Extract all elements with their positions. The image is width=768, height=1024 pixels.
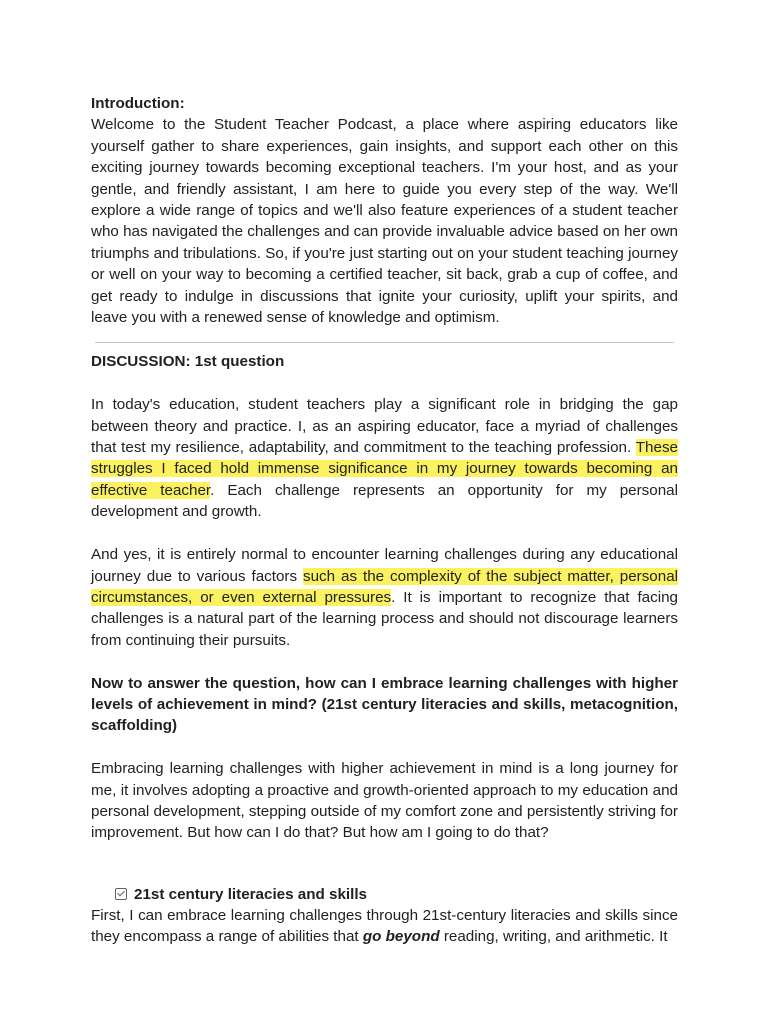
question-paragraph: Now to answer the question, how can I embrace learning challenges with higher levels of achievement in mind? (21st century literacies and skills, metacognition, scaffolding) xyxy=(91,674,678,735)
paragraph-text: . Each challenge represents an opportunity for my personal development and growth. xyxy=(91,481,678,521)
intro-heading: Introduction: xyxy=(91,95,185,112)
intro-paragraph: Welcome to the Student Teacher Podcast, a place where aspiring educators like yourself gather to share experiences, gain insights, and support each other on this exciting journey towards becoming exceptional teachers. I'm your host, and as your gentle, and friendly assistant, I am here to guide you every step of the way. We'll explore a wide range of topics and we'll also feature experiences of a student teacher who has navigated the challenges and can provide invaluable advice based on her own triumphs and tribulations. So, if you're just starting out on your student teaching journey or well on your way to becoming a certified teacher, sit back, grab a cup of coffee, and get ready to indulge in discussions that ignite your curiosity, uplift your spirits, and leave you with a renewed sense of knowledge and optimism. xyxy=(91,116,678,327)
paragraph-text: And yes, it is entirely normal to encounter learning challenges during any educational journey due to various factors xyxy=(91,546,678,585)
highlighted-text: such as the complexity of the subject matter, personal circumstances, or even external pressures xyxy=(91,567,679,606)
checkbox-checked-icon[interactable] xyxy=(115,888,127,900)
document-content xyxy=(91,93,678,948)
discussion-paragraph-4 xyxy=(91,905,678,948)
discussion-paragraph-2 xyxy=(91,544,678,651)
checklist-item xyxy=(91,884,678,905)
horizontal-divider xyxy=(95,342,674,343)
discussion-heading: DISCUSSION: 1st question xyxy=(91,353,285,371)
paragraph-text: In today's education, student teachers play a significant role in bridging the gap between theory and practice. I, as an aspiring educator, face a myriad of challenges that test my resilience, adaptability, and commitment to the teaching profession. xyxy=(91,396,678,457)
paragraph-text: First, I can embrace learning challenges through 21st-century literacies and skills since they encompass a range of abilities that xyxy=(91,906,678,946)
paragraph-text: reading, writing, and arithmetic. It xyxy=(439,928,668,946)
discussion-paragraph-3: Embracing learning challenges with higher achievement in mind is a long journey for me, it involves adopting a proactive and growth-oriented approach to my education and personal development, stepping outside of my comfort zone and persistently striving for improvement. But how can I do that? But how am I going to do that? xyxy=(91,760,678,842)
highlighted-text: These struggles I faced hold immense significance in my journey towards becoming an effective teacher xyxy=(91,439,678,499)
checklist-item-label: 21st century literacies and skills xyxy=(134,885,367,903)
emphasized-text: go beyond xyxy=(362,928,440,946)
discussion-paragraph-1 xyxy=(91,394,678,522)
paragraph-text: . It is important to recognize that facing challenges is a natural part of the learning process and should not discourage learners from continuing their pursuits. xyxy=(91,588,678,649)
